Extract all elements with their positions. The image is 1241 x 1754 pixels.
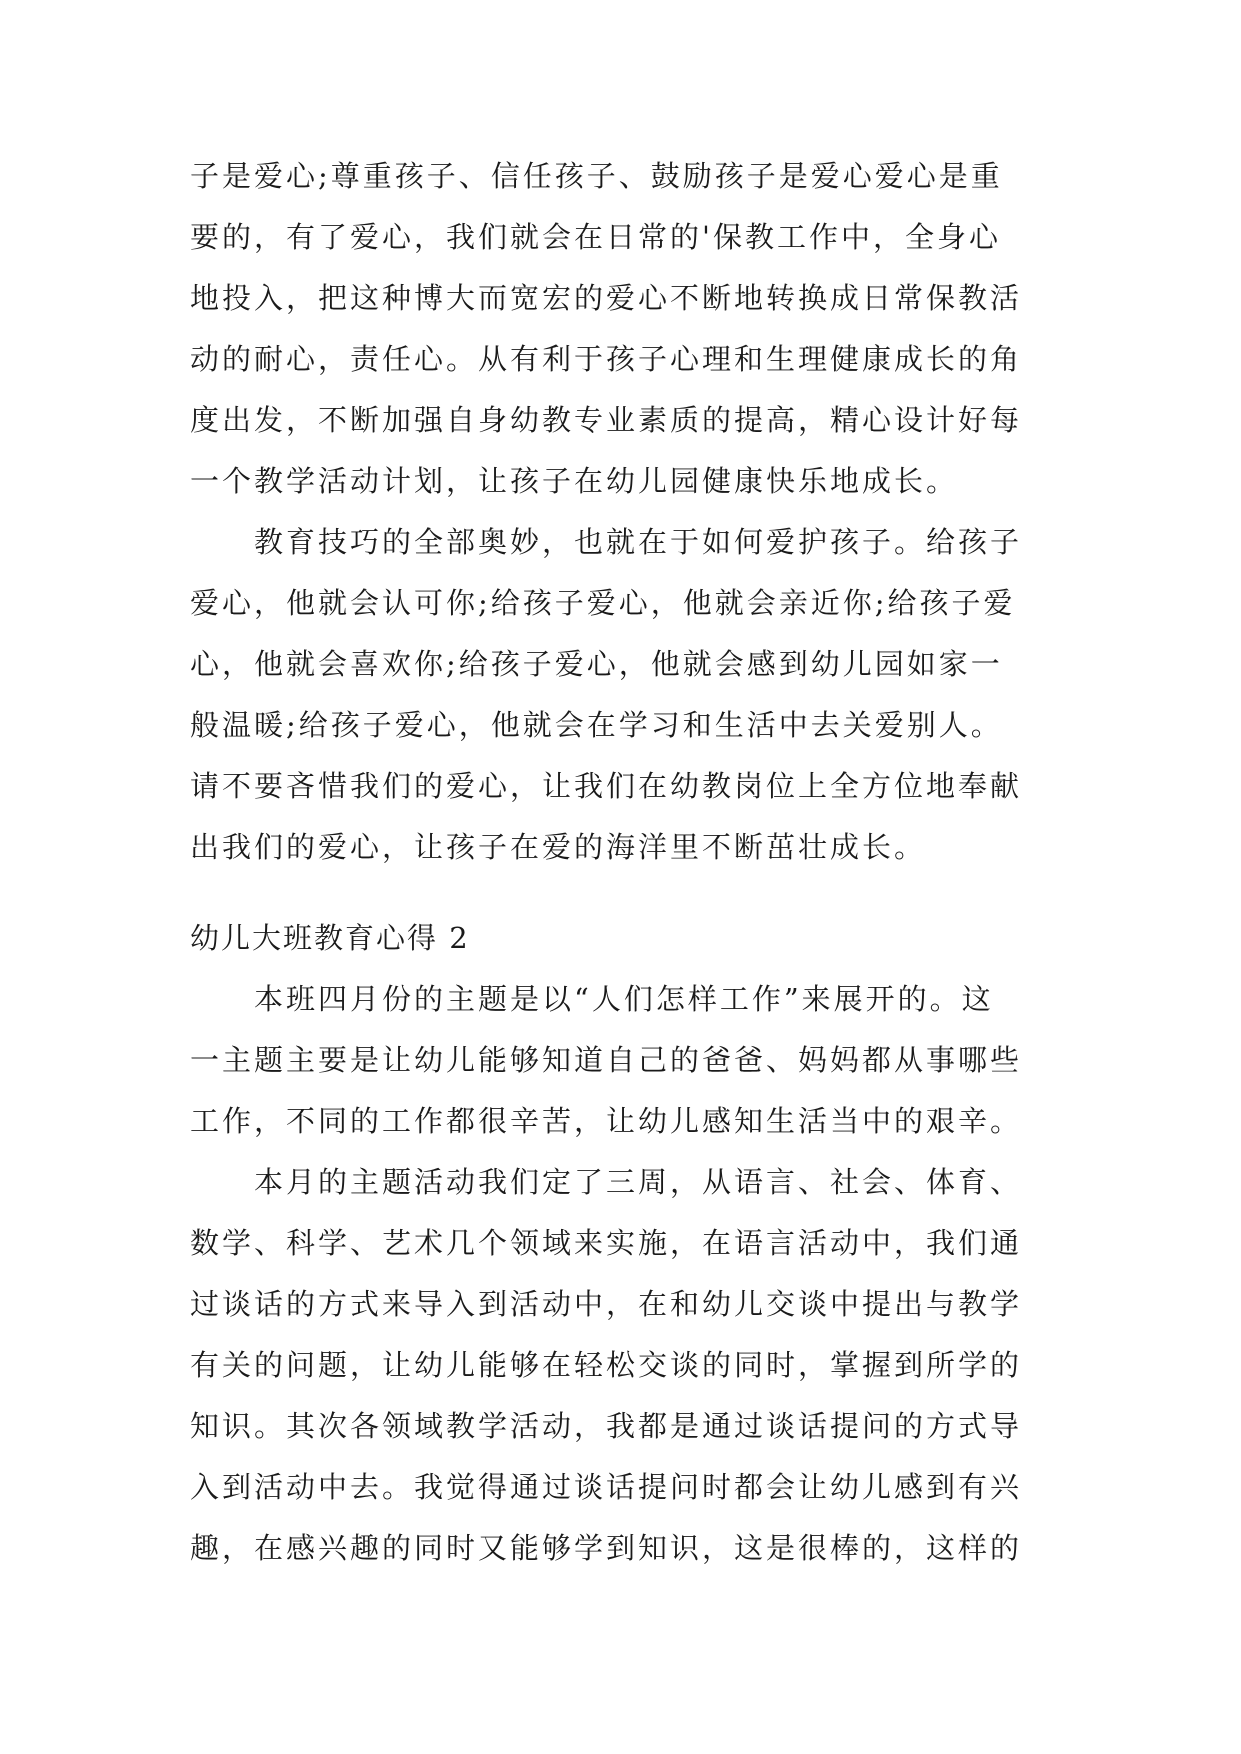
section-heading: 幼儿大班教育心得 2 — [190, 921, 470, 955]
paragraph-line: 请不要吝惜我们的爱心，让我们在幼教岗位上全方位地奉献 — [190, 769, 1023, 803]
paragraph-line: 要的，有了爱心，我们就会在日常的'保教工作中，全身心 — [190, 220, 1001, 254]
paragraph-line: 入到活动中去。我觉得通过谈话提问时都会让幼儿感到有兴 — [190, 1470, 1023, 1504]
paragraph-line: 爱心，他就会认可你;给孩子爱心，他就会亲近你;给孩子爱 — [190, 586, 1016, 620]
paragraph-line: 般温暖;给孩子爱心，他就会在学习和生活中去关爱别人。 — [190, 708, 1003, 742]
paragraph-line: 有关的问题，让幼儿能够在轻松交谈的同时，掌握到所学的 — [190, 1348, 1023, 1382]
section-one-body — [190, 146, 1050, 878]
paragraph-line: 过谈话的方式来导入到活动中，在和幼儿交谈中提出与教学 — [190, 1287, 1023, 1321]
paragraph-line: 出我们的爱心，让孩子在爱的海洋里不断茁壮成长。 — [190, 830, 927, 864]
paragraph-line: 度出发，不断加强自身幼教专业素质的提高，精心设计好每 — [190, 403, 1023, 437]
paragraph-line: 工作，不同的工作都很辛苦，让幼儿感知生活当中的艰辛。 — [190, 1104, 1023, 1138]
paragraph-line: 一主题主要是让幼儿能够知道自己的爸爸、妈妈都从事哪些 — [190, 1043, 1023, 1077]
paragraph-line: 知识。其次各领域教学活动，我都是通过谈话提问的方式导 — [190, 1409, 1023, 1443]
paragraph-line: 心，他就会喜欢你;给孩子爱心，他就会感到幼儿园如家一 — [190, 647, 1003, 681]
section-two-body — [190, 969, 1050, 1579]
paragraph-line: 数学、科学、艺术几个领域来实施，在语言活动中，我们通 — [190, 1226, 1023, 1260]
paragraph-line: 地投入，把这种博大而宽宏的爱心不断地转换成日常保教活 — [190, 281, 1023, 315]
paragraph-line: 动的耐心，责任心。从有利于孩子心理和生理健康成长的角 — [190, 342, 1023, 376]
paragraph-first-line: 本月的主题活动我们定了三周，从语言、社会、体育、 — [254, 1165, 1023, 1199]
paragraph-line: 趣，在感兴趣的同时又能够学到知识，这是很棒的，这样的 — [190, 1531, 1023, 1565]
paragraph-line: 一个教学活动计划，让孩子在幼儿园健康快乐地成长。 — [190, 464, 959, 498]
paragraph-first-line: 本班四月份的主题是以“人们怎样工作”来展开的。这 — [254, 982, 994, 1016]
paragraph-line: 子是爱心;尊重孩子、信任孩子、鼓励孩子是爱心爱心是重 — [190, 159, 1003, 193]
paragraph-first-line: 教育技巧的全部奥妙，也就在于如何爱护孩子。给孩子 — [254, 525, 1023, 559]
